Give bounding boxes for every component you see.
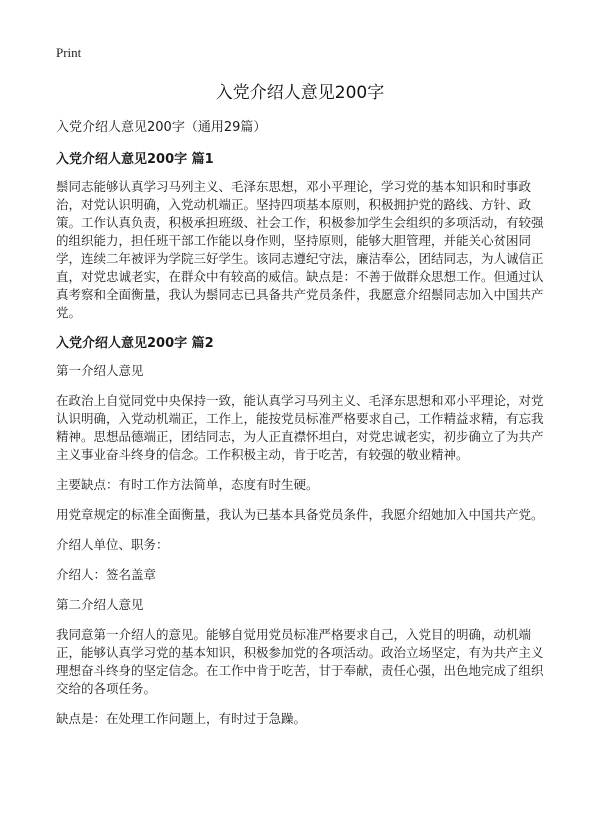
introducer-unit-field: 介绍人单位、职务： — [56, 537, 169, 552]
document-subtitle: 入党介绍人意见200字（通用29篇） — [56, 120, 267, 135]
second-introducer-label: 第二介绍人意见 — [56, 597, 144, 612]
print-label: Print — [56, 45, 82, 60]
section-1-paragraph: 鬃同志能够认真学习马列主义、毛泽东思想，邓小平理论，学习党的基本知识和时事政治，对党认识明确，入党动机端正。坚持四项基本原则，积极拥护党的路线、方针、政策。工作认真负责，积极承担班级、社会工作，积极参加学生会组织的多项活动，有较强的组织能力，担任班干部工作能以身作则，坚持原则，能够大胆管理，并能关心贫困同学，连续二年被评为学院三好学生。该同志遵纪守法，廉洁奉公，团结同志，为人诚信正直，对党忠诚老实，在群众中有较高的威信。缺点是：不善于做群众思想工作。但通过认真考察和全面衡量，我认为鬃同志已具备共产党员条件，我愿意介绍鬃同志加入中国共产党。 — [56, 179, 544, 320]
first-introducer-conclusion: 用党章规定的标准全面衡量，我认为已基本具备党员条件，我愿介绍她加入中国共产党。 — [56, 507, 544, 522]
second-introducer-shortcoming: 缺点是：在处理工作问题上，有时过于急躁。 — [56, 711, 307, 726]
first-introducer-label: 第一介绍人意见 — [56, 363, 144, 378]
introducer-signature-field: 介绍人：签名盖章 — [56, 567, 157, 582]
first-introducer-opinion: 在政治上自觉同党中央保持一致，能认真学习马列主义、毛泽东思想和邓小平理论，对党认识明确，入党动机端正，工作上，能按党员标准严格要求自己，工作精益求精，有忘我精神。思想品德端正，团结同志，为人正直襟怀坦白，对党忠诚老实，初步确立了为共产主义事业奋斗终身的信念。工作积极主动，肯于吃苦，有较强的敬业精神。 — [56, 393, 544, 462]
second-introducer-opinion: 我同意第一介绍人的意见。能够自觉用党员标准严格要求自己，入党目的明确，动机端正，能够认真学习党的基本知识，积极参加党的各项活动。政治立场坚定，有为共产主义理想奋斗终身的坚定信念。在工作中肯于吃苦，甘于奉献，责任心强，出色地完成了组织交给的各项任务。 — [56, 627, 544, 696]
first-introducer-shortcoming: 主要缺点：有时工作方法简单，态度有时生硬。 — [56, 477, 319, 492]
section-1-heading: 入党介绍人意见200字 篇1 — [56, 152, 214, 167]
section-2-heading: 入党介绍人意见200字 篇2 — [56, 336, 214, 351]
page-title: 入党介绍人意见200字 — [215, 83, 385, 103]
document-body — [56, 118, 550, 740]
